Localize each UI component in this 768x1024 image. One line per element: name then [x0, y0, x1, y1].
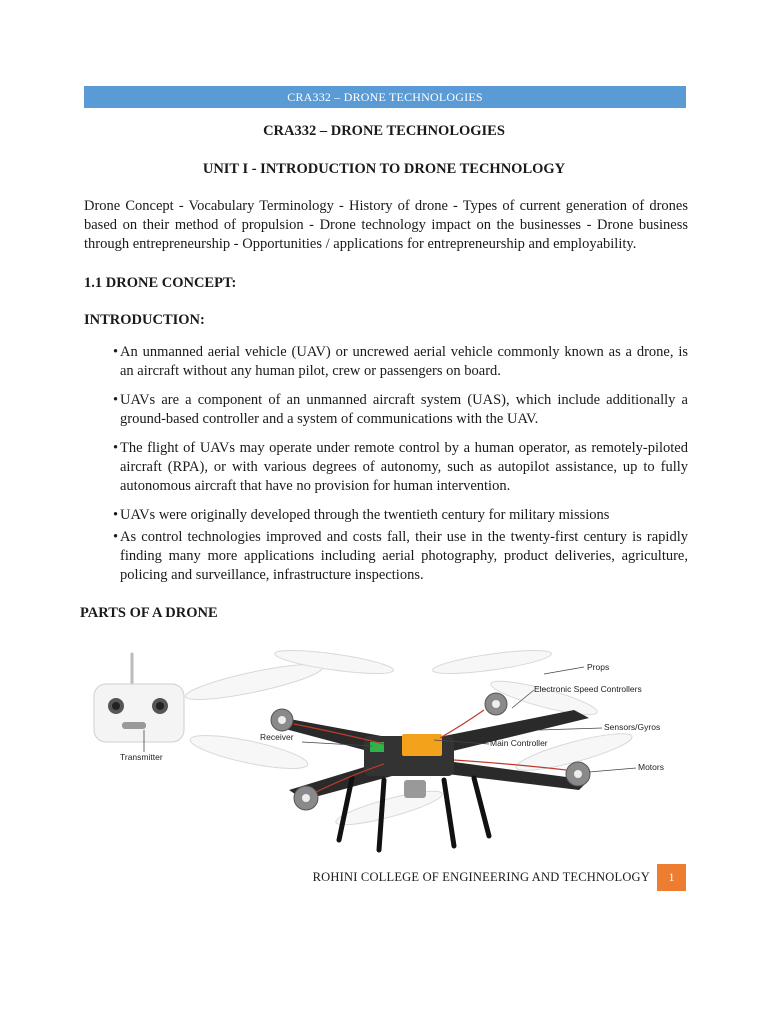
bullet-item — [84, 528, 688, 585]
bullet-item — [84, 391, 688, 429]
introduction-bullet-list — [84, 343, 688, 595]
transmitter-illustration — [94, 654, 184, 742]
footer-institution: ROHINI COLLEGE OF ENGINEERING AND TECHNOLOGY — [312, 870, 650, 884]
running-header: CRA332 – DRONE TECHNOLOGIES — [84, 86, 686, 108]
bullet-text: UAVs are a component of an unmanned aircraft system (UAS), which include additionally a ground-based controller and a system of communications with the UAV. — [120, 392, 688, 427]
main-controller-board — [402, 734, 442, 756]
unit-syllabus-paragraph: Drone Concept - Vocabulary Terminology - History of drone - Types of current generation of drones based on their method of propulsion - Drone technology impact on the businesses - Drone business through entrepreneurship - Opportunities / applications for entrepreneurship and employability. — [84, 198, 688, 252]
motors-label: Motors — [638, 762, 664, 772]
esc-label: Electronic Speed Controllers — [534, 684, 642, 694]
drone-frame — [274, 710, 589, 850]
bullet-item — [84, 343, 688, 381]
section-heading: 1.1 DRONE CONCEPT: — [84, 275, 237, 291]
course-title: CRA332 – DRONE TECHNOLOGIES — [263, 123, 505, 139]
bullet-text: An unmanned aerial vehicle (UAV) or uncrewed aerial vehicle commonly known as a drone, is an aircraft without any human pilot, crew or passengers on board. — [120, 344, 688, 379]
introduction-heading: INTRODUCTION: — [84, 312, 205, 328]
props-label: Props — [587, 662, 610, 672]
parts-heading: PARTS OF A DRONE — [80, 605, 218, 621]
bullet-text: As control technologies improved and costs fall, their use in the twenty-first century is rapidly finding many more applications including aerial photography, product deliveries, agriculture, policing and surveillance, infrastructure inspections. — [120, 529, 688, 583]
main-controller-label: Main Controller — [490, 738, 548, 748]
bullet-text: The flight of UAVs may operate under remote control by a human operator, as remotely-piloted aircraft (RPA), or with various degrees of autonomy, such as autopilot assistance, up to fully autonomous aircraft that have no provision for human intervention. — [120, 440, 688, 494]
drone-parts-diagram — [84, 640, 684, 860]
transmitter-label: Transmitter — [120, 752, 163, 762]
bullet-text: UAVs were originally developed through the twentieth century for military missions — [120, 507, 610, 523]
bullet-item — [84, 506, 688, 525]
unit-title: UNIT I - INTRODUCTION TO DRONE TECHNOLOGY — [202, 161, 566, 177]
receiver-label: Receiver — [260, 732, 294, 742]
sensors-label: Sensors/Gyros — [604, 722, 661, 732]
page-number: 1 — [657, 864, 686, 891]
bullet-item — [84, 439, 688, 496]
